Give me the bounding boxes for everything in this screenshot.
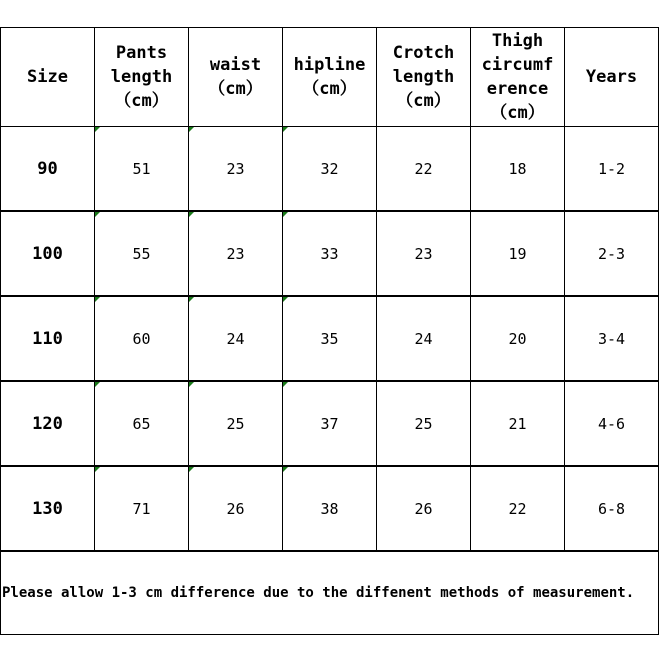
table-row: [1, 466, 659, 551]
header-hipline: hipline （cm）: [283, 28, 377, 127]
header-years: Years: [565, 28, 659, 127]
header-pants-length: Pants length （cm）: [95, 28, 189, 127]
pants-length-cell: 65: [95, 381, 189, 466]
header-waist: waist （cm）: [189, 28, 283, 127]
pants-length-cell: 51: [95, 127, 189, 212]
header-size: Size: [1, 28, 95, 127]
pants-length-cell: 55: [95, 211, 189, 296]
thigh-circumference-cell: 18: [471, 127, 565, 212]
years-cell: 6-8: [565, 466, 659, 551]
crotch-length-cell: 25: [377, 381, 471, 466]
table-row: [1, 381, 659, 466]
hipline-cell: 38: [283, 466, 377, 551]
pants-length-cell: 60: [95, 296, 189, 381]
size-cell: 120: [1, 381, 95, 466]
crotch-length-cell: 22: [377, 127, 471, 212]
thigh-circumference-cell: 20: [471, 296, 565, 381]
size-cell: 110: [1, 296, 95, 381]
size-cell: 130: [1, 466, 95, 551]
years-cell: 3-4: [565, 296, 659, 381]
hipline-cell: 32: [283, 127, 377, 212]
waist-cell: 23: [189, 211, 283, 296]
size-chart-table: [0, 27, 659, 635]
crotch-length-cell: 24: [377, 296, 471, 381]
table-row: [1, 127, 659, 212]
hipline-cell: 35: [283, 296, 377, 381]
note-row: [1, 551, 659, 635]
thigh-circumference-cell: 21: [471, 381, 565, 466]
size-cell: 100: [1, 211, 95, 296]
hipline-cell: 33: [283, 211, 377, 296]
years-cell: 2-3: [565, 211, 659, 296]
crotch-length-cell: 23: [377, 211, 471, 296]
header-row: [1, 28, 659, 127]
waist-cell: 26: [189, 466, 283, 551]
years-cell: 1-2: [565, 127, 659, 212]
thigh-circumference-cell: 19: [471, 211, 565, 296]
waist-cell: 25: [189, 381, 283, 466]
hipline-cell: 37: [283, 381, 377, 466]
thigh-circumference-cell: 22: [471, 466, 565, 551]
measurement-note: Please allow 1-3 cm difference due to the diffenent methods of measurement.: [1, 551, 659, 635]
waist-cell: 23: [189, 127, 283, 212]
crotch-length-cell: 26: [377, 466, 471, 551]
waist-cell: 24: [189, 296, 283, 381]
pants-length-cell: 71: [95, 466, 189, 551]
table-row: [1, 296, 659, 381]
header-thigh-circumference: Thigh circumf erence （cm）: [471, 28, 565, 127]
years-cell: 4-6: [565, 381, 659, 466]
table-row: [1, 211, 659, 296]
header-crotch-length: Crotch length （cm）: [377, 28, 471, 127]
size-cell: 90: [1, 127, 95, 212]
